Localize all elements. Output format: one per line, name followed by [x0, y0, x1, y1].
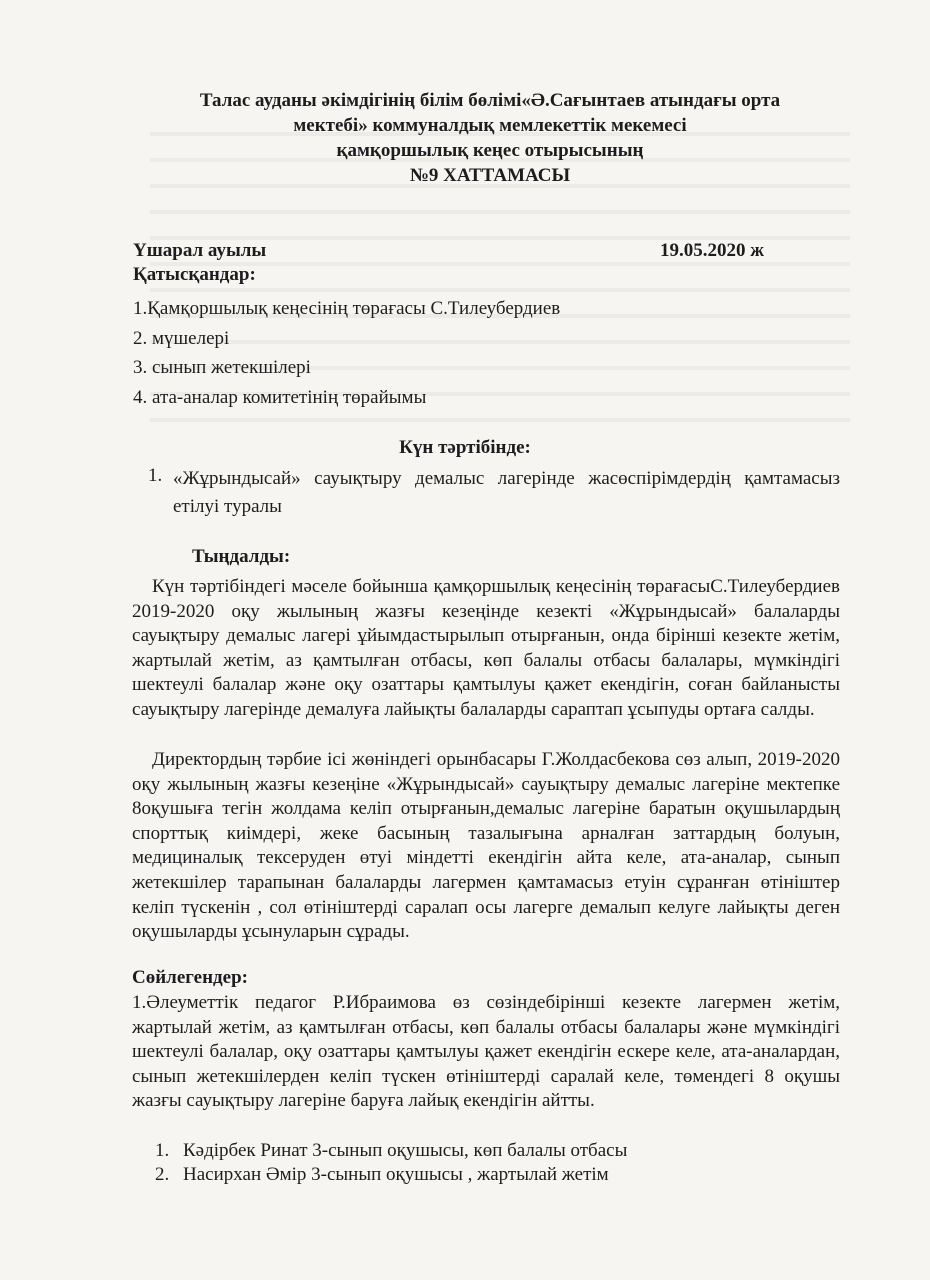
participant-item: 2. мүшелері [133, 327, 230, 349]
document-title [150, 88, 830, 188]
place: Үшарал ауылы [133, 240, 267, 261]
participant-item: 4. ата-аналар комитетінің төрайымы [133, 386, 427, 408]
speakers-heading: Сөйлегендер: [132, 967, 248, 988]
title-line-3: қамқоршылық кеңес отырысының [336, 140, 644, 161]
student-number: 1. [155, 1140, 170, 1161]
title-line-1: Талас ауданы әкімдігінің білім бөлімі«Ә.Сағынтаев атындағы орта [199, 90, 781, 111]
student-item [155, 1163, 627, 1187]
date: 19.05.2020 ж [660, 240, 765, 261]
agenda-item-text: «Жұрындысай» сауықтыру демалыс лагерінде жасөспірімдердің қамтамасыз етілуі туралы [173, 468, 840, 517]
participants-list [133, 294, 560, 412]
agenda-heading: Күн тәртібінде: [399, 437, 531, 458]
participant-item: 3. сынып жетекшілері [133, 357, 311, 378]
heard-paragraph-2: Директордың тәрбие ісі жөніндегі орынбасары Г.Жолдасбекова сөз алып, 2019-2020 оқу жылының жазғы кезеңіне «Жұрындысай» сауықтыру демалыс лагеріне мектепке 8оқушыға тегін жолдама келіп отырғанын,демалыс лагеріне баратын оқушылардың спорттық киімдері, жеке басының тазалығына арналған заттардың болуын, медициналық тексеруден өтуі міндетті екендігін айта келе, ата-аналар, сынып жетекшілер тарапынан балаларды лагермен қамтамасыз етуін сұранған өтініштер келіп түскенін , сол өтініштерді саралап осы лагерге демалып келуге лайықты деген оқушыларды ұсынуларын сұрады. [132, 749, 840, 943]
title-line-4: №9 ХАТТАМАСЫ [409, 165, 571, 186]
title-line-2: мектебі» коммуналдық мемлекеттік мекемесі [293, 115, 687, 136]
student-number: 2. [155, 1164, 170, 1185]
heard-heading: Тыңдалды: [192, 546, 291, 567]
participants-heading: Қатысқандар: [133, 264, 256, 285]
student-item [155, 1139, 627, 1163]
students-list [155, 1139, 627, 1187]
heard-paragraph-1: Күн тәртібіндегі мәселе бойынша қамқоршылық кеңесінің төрағасыС.Тилеубердиев 2019-2020 оқу жылының жазғы кезеңінде кезекті «Жұрындысай» балаларды сауықтыру демалыс лагері ұйымдастырылып отырғанын, онда бірінші кезекте жетім, жартылай жетім, аз қамтылған отбасы, көп балалы отбасы балалары, мүмкіндігі шектеулі балалар және оқу озаттары қамтылуы қажет екендігін, соған байланысты сауықтыру лагерінде демалуға лайықты балаларды сараптап ұсыпуды ортаға салды. [132, 576, 840, 720]
student-text: Насирхан Әмір 3-сынып оқушысы , жартылай жетім [183, 1164, 609, 1185]
agenda-item-number: 1. [148, 465, 163, 486]
student-text: Кәдірбек Ринат 3-сынып оқушысы, көп балалы отбасы [183, 1140, 628, 1161]
participant-item: 1.Қамқоршылық кеңесінің төрағасы С.Тилеубердиев [133, 298, 561, 319]
speakers-paragraph: 1.Әлеуметтік педагог Р.Ибраимова өз сөзіндебірінші кезекте лагермен жетім, жартылай жетім, аз қамтылған отбасы, көп балалы отбасы балалары және мүмкіндігі шектеулі балалар, оқу озаттары қамтылуы қажет екендігін ескере келе, ата-аналардан, сынып жетекшілерден келіп түскен өтініштерді саралай келе, төмендегі 8 оқушы жазғы сауықтыру лагеріне баруға лайық екендігін айтты. [132, 992, 840, 1112]
